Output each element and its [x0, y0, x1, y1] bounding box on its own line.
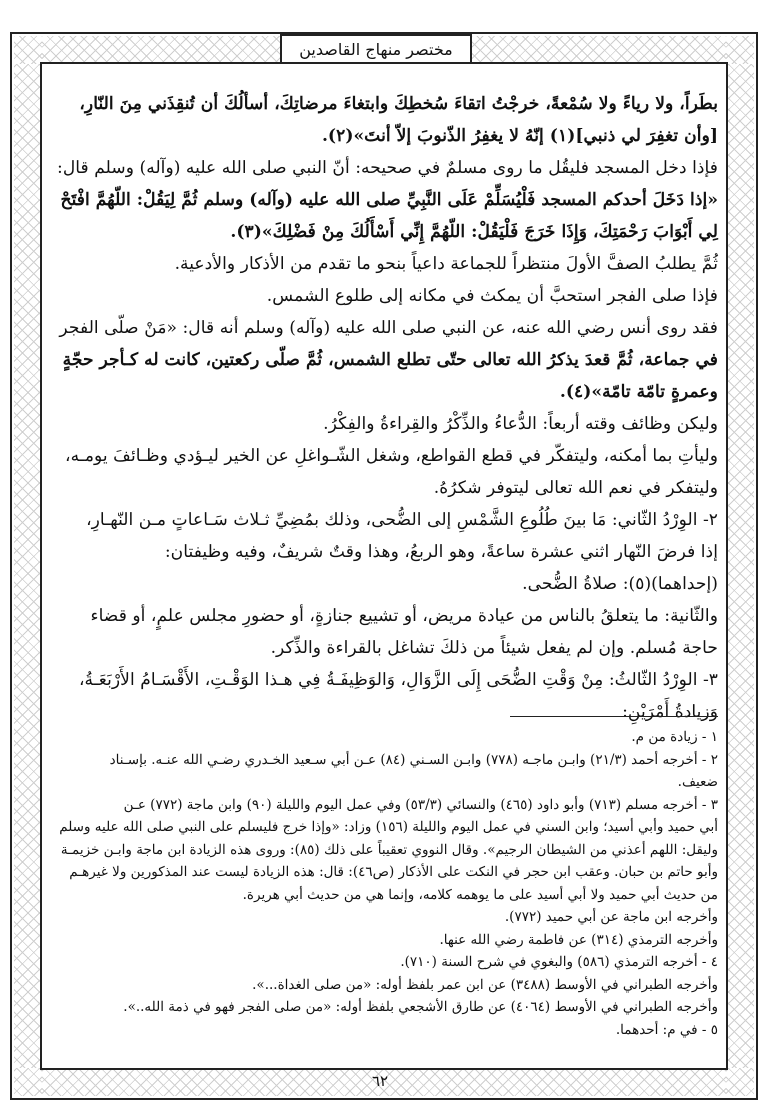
text-line: والثّانية: ما يتعلقُ بالناس من عيادة مريض، أو تشييع جنازةٍ، أو حضورِ مجلس علمٍ، أو قضاء: [90, 606, 718, 626]
text-line: [وأن تغفِرَ لي ذنبي](١) إنّهُ لا يغفِرُ الذّنوبَ إلاّ أنتَ»(٢).: [321, 126, 718, 146]
text-line: ٣- الوِرْدُ الثّالثُ: مِنْ وَقْتِ الضُّحَى إِلَى الزَّوَالِ، وَالوَظِيفَـةُ فِي هـذا الوَقْـتِ، الأَقْسَـامُ الأَرْبَعَـةُ،: [78, 670, 718, 690]
footnote-line: وأخرجه الطبراني في الأوسط (٤٠٦٤) عن طارق الأشجعي بلفظ أوله: «من صلى الفجر فهو في ذمة الله..».: [123, 999, 718, 1015]
footnote-line: ٢ - أخرجه أحمد (٢١/٣) وابـن ماجـه (٧٧٨) وابـن السـني (٨٤) عـن أبي سـعيد الخـدري رضـي الله عنـه. بإسـناد: [109, 751, 718, 768]
page-number: ٦٢: [371, 1072, 389, 1090]
footnote-line: وأبو حاتم بن حبان. وعقب ابن حجر في النكت على الأذكار (ص٤٦): قال: هذه الزيادة ليست عند المذكورين ولا غيرهـم: [69, 864, 718, 880]
text-line: وليأتِ بما أمكنه، وليتفكّر في قطع القواطع، وشغل الشّـواغلِ عن الخير ليـؤدي وظـائفَ يومـه،: [65, 446, 718, 466]
text-line: وليكن وظائف وقته أربعاً: الدُّعاءُ والذِّكْرُ والقِراءةُ والفِكْرُ.: [323, 414, 718, 434]
footnote-line: وأخرجه ابن ماجة عن أبي حميد (٧٧٢).: [504, 909, 718, 925]
footnote-line: ٣ - أخرجه مسلم (٧١٣) وأبو داود (٤٦٥) والنسائي (٥٣/٣) وفي عمل اليوم والليلة (٩٠) وابن ماجة (٧٧٢) عـن: [123, 796, 718, 813]
footnote-line: من حديث أبي حميد ولا أبي أسيد على ما يوهمه كلامه، وإنما هي من حديث أبي هريرة.: [242, 886, 718, 903]
footnote-line: وأخرجه الطبراني في الأوسط (٣٤٨٨) عن ابن عمر بلفظ أوله: «من صلى الغداة...».: [252, 976, 718, 993]
running-header: [280, 34, 472, 64]
text-line: «إذا دَخَلَ أحدكم المسجد فَلْيُسَلِّمْ عَلَى النَّبِيِّ صلى الله عليه (وآله) وسلم ثُمَّ لِيَقُلْ: اللّهُمَّ افْتَحْ: [60, 190, 718, 210]
footnote-line: ضعيف.: [677, 774, 718, 790]
footnote-line: وليقل: اللهم أعذني من الشيطان الرجيم». وقال النووي تعقيباً على ذلك (٨٥): وروى هذه الزيادة ابن ماجة وابـن خزيمـة: [60, 841, 718, 858]
footnote-divider: [510, 716, 718, 717]
text-line: حاجة مُسلم. وإن لم يفعل شيئاً من ذلكَ تشاغل بالقراءة والذِّكر.: [270, 638, 718, 658]
footnote-line: أبي حميد وأبي أسيد؛ وابن السني في عمل اليوم والليلة (١٥٦) وزاد: «وإذا خرج فليسلم على النبي صلى الله عليه وسلم: [59, 819, 718, 835]
footnote-line: ٥ - في م: أحدهما.: [615, 1021, 718, 1038]
text-line: وعمرةٍ تامّة تامّة»(٤).: [559, 382, 718, 402]
footnote-line: ٤ - أخرجه الترمذي (٥٨٦) والبغوي في شرح السنة (٧١٠).: [400, 954, 718, 970]
footnote-line: وأخرجه الترمذي (٣١٤) عن فاطمة رضي الله عنها.: [439, 931, 718, 948]
text-line: فإذا دخل المسجد فليقُل ما روى مسلمٌ في صحيحه: أنّ النبي صلى الله عليه (وآله) وسلم قال:: [57, 158, 718, 178]
text-line: بطَراً، ولا رياءً ولا سُمْعةً، خرجْتُ اتقاءَ سُخطِكَ وابتغاءَ مرضاتِكَ، أسألُكَ أن تُنقِذَني مِنَ النّارِ،: [79, 94, 718, 114]
text-line: ٢- الوِرْدُ الثّاني: مَا بينَ طُلُوعِ الشَّمْسِ إلى الضُّحى، وذلك بمُضِيِّ ثـلاث سَـاعاتٍ مـن النّهـارِ،: [86, 510, 718, 530]
text-line: (إحداهما)(٥): صلاةُ الضُّحى.: [522, 574, 718, 594]
text-line: في جماعة، ثُمَّ قعدَ يذكرُ الله تعالى حتّى تطلع الشمس، ثُمَّ صلّى ركعتين، كانت له كـأجر حجّةٍ: [62, 350, 718, 370]
text-line: فإذا صلى الفجر استحبَّ أن يمكث في مكانه إلى طلوع الشمس.: [266, 286, 718, 306]
book-title: مختصر منهاج القاصدين: [299, 39, 453, 59]
text-line: لِي أَبْوَابَ رَحْمَتِكَ، وَإِذَا خَرَجَ فَلْيَقُلْ: اللّهُمَّ إِنِّي أَسْأَلُكَ مِنْ فَضْلِكَ»(٣).: [230, 222, 718, 242]
footnote-line: ١ - زيادة من م.: [631, 729, 718, 745]
text-line: وَزيادةُ أَمْرَيْنِ:: [622, 702, 718, 722]
text-line: فقد روى أنس رضي الله عنه، عن النبي صلى الله عليه (وآله) وسلم أنه قال: «مَنْ صلّى الفجر: [59, 318, 718, 338]
text-line: وليتفكر في نعم الله تعالى ليتوفر شكرُهُ.: [433, 478, 718, 498]
main-text: [52, 88, 718, 728]
footnotes: [52, 726, 718, 1041]
text-line: إذا فرضَ النّهار اثني عشرة ساعةً، وهو الربعُ، وهذا وقتٌ شريفٌ، وفيه وظيفتان:: [164, 542, 718, 562]
text-line: ثُمَّ يطلبُ الصفَّ الأولَ منتظراً للجماعة داعياً بنحو ما تقدم من الأذكار والأدعية.: [174, 254, 718, 274]
